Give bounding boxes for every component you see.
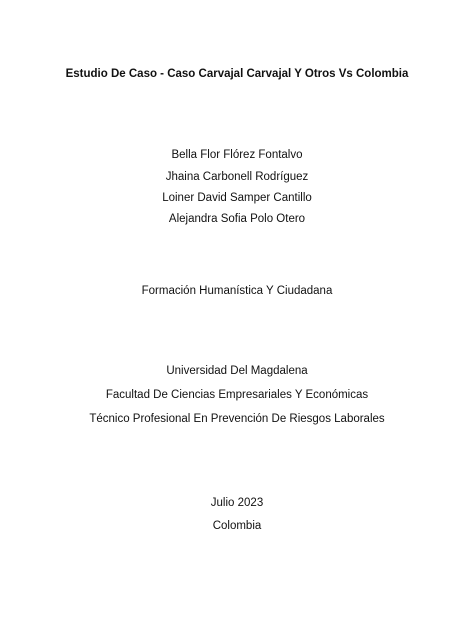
faculty-name: Facultad De Ciencias Empresariales Y Económicas [105,389,369,401]
document-date: Julio 2023 [210,497,264,509]
document-title: Estudio De Caso - Caso Carvajal Carvajal Y Otros Vs Colombia [65,68,409,80]
document-location: Colombia [212,520,262,532]
university-name: Universidad Del Magdalena [166,365,308,377]
course-name: Formación Humanística Y Ciudadana [141,285,333,297]
author-name: Loiner David Samper Cantillo [162,192,312,204]
author-name: Jhaina Carbonell Rodríguez [165,171,309,183]
author-name: Bella Flor Flórez Fontalvo [171,149,303,161]
author-name: Alejandra Sofia Polo Otero [168,213,306,225]
program-name: Técnico Profesional En Prevención De Riesgos Laborales [89,413,385,425]
